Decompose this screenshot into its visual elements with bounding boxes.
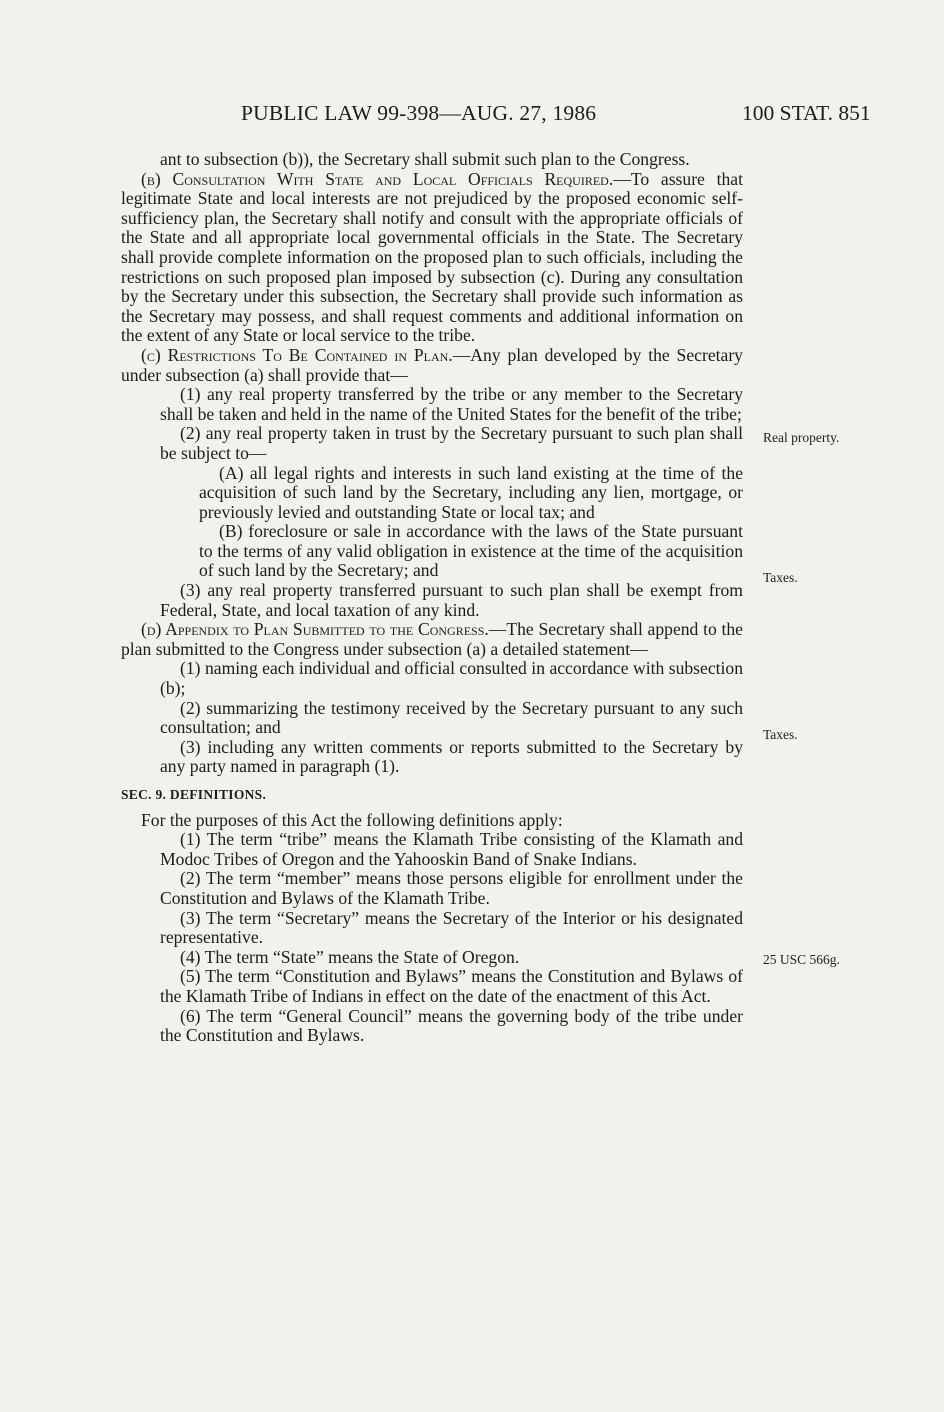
subsection-b bbox=[121, 170, 743, 346]
law-text bbox=[121, 150, 743, 1046]
definition-4: (4) The term “State” means the State of Oregon. bbox=[180, 946, 520, 967]
paragraph-continuation: ant to subsection (b)), the Secretary shall submit such plan to the Congress. bbox=[160, 149, 690, 169]
subsection-c bbox=[121, 346, 743, 385]
subsection-b-heading: (b) Consultation With State and Local Officials Required.— bbox=[141, 168, 631, 189]
subsection-c-heading: (c) Restrictions To Be Contained in Plan.— bbox=[141, 344, 471, 365]
section-9-heading: SEC. 9. DEFINITIONS. bbox=[121, 787, 267, 802]
paragraph-d2: (2) summarizing the testimony received by the Secretary pursuant to any such consultation; and bbox=[160, 697, 743, 738]
margin-note-taxes-1: Taxes. bbox=[763, 570, 798, 585]
paragraph-d1: (1) naming each individual and official consulted in accordance with subsection (b); bbox=[160, 658, 743, 699]
margin-note-usc-citation: 25 USC 566g. bbox=[763, 952, 840, 967]
paragraph-c2: (2) any real property taken in trust by the Secretary pursuant to such plan shall be subject to— bbox=[160, 423, 743, 463]
definition-6: (6) The term “General Council” means the governing body of the tribe under the Constitution and Bylaws. bbox=[160, 1005, 743, 1046]
subsection-d-text: The Secretary shall append to the plan submitted to the Congress under subsection (a) a detailed statement— bbox=[121, 619, 743, 659]
subsection-b-text: To assure that legitimate State and local interests are not prejudiced by the proposed economic self-sufficiency plan, the Secretary shall notify and consult with the appropriate officials of the State and all appropriate local governmental officials in the State. The Secretary shall provide complete information on the proposed plan to such officials, including the restrictions on such proposed plan imposed by subsection (c). During any consultation by the Secretary under this subsection, the Secretary shall provide such information as the Secretary may possess, and shall request comments and additional information on the extent of any State or local service to the tribe. bbox=[121, 168, 743, 346]
section-9-intro: For the purposes of this Act the following definitions apply: bbox=[141, 809, 563, 830]
statute-page-number: 100 STAT. 851 bbox=[742, 101, 871, 125]
subsection-d-heading: (d) Appendix to Plan Submitted to the Congress.— bbox=[141, 619, 507, 640]
definition-2: (2) The term “member” means those persons eligible for enrollment under the Constitution and Bylaws of the Klamath Tribe. bbox=[160, 868, 743, 908]
running-head-title: PUBLIC LAW 99-398—AUG. 27, 1986 bbox=[241, 101, 597, 125]
subsection-d bbox=[121, 620, 743, 659]
margin-note-taxes-2: Taxes. bbox=[763, 727, 798, 742]
margin-note-real-property: Real property. bbox=[763, 430, 840, 445]
subsection-c-text: Any plan developed by the Secretary under subsection (a) shall provide that— bbox=[121, 344, 743, 385]
paragraph-d3: (3) including any written comments or reports submitted to the Secretary by any party named in paragraph (1). bbox=[160, 736, 743, 777]
paragraph-c1: (1) any real property transferred by the tribe or any member to the Secretary shall be taken and held in the name of the United States for the benefit of the tribe; bbox=[160, 384, 743, 424]
paragraph-c3: (3) any real property transferred pursuant to such plan shall be exempt from Federal, State, and local taxation of any kind. bbox=[160, 580, 743, 620]
definition-5: (5) The term “Constitution and Bylaws” means the Constitution and Bylaws of the Klamath Tribe of Indians in effect on the date of the enactment of this Act. bbox=[160, 966, 743, 1006]
subparagraph-c2a: (A) all legal rights and interests in such land existing at the time of the acquisition of such land by the Secretary, including any lien, mortgage, or previously levied and outstanding State or local tax; and bbox=[199, 462, 743, 522]
definition-3: (3) The term “Secretary” means the Secretary of the Interior or his designated representative. bbox=[160, 907, 743, 948]
page-header bbox=[0, 101, 944, 131]
subparagraph-c2b: (B) foreclosure or sale in accordance with the laws of the State pursuant to the terms of any valid obligation in existence at the time of the acquisition of such land by the Secretary; and bbox=[199, 521, 743, 581]
definition-1: (1) The term “tribe” means the Klamath Tribe consisting of the Klamath and Modoc Tribes of Oregon and the Yahooskin Band of Snake Indians. bbox=[160, 829, 743, 869]
